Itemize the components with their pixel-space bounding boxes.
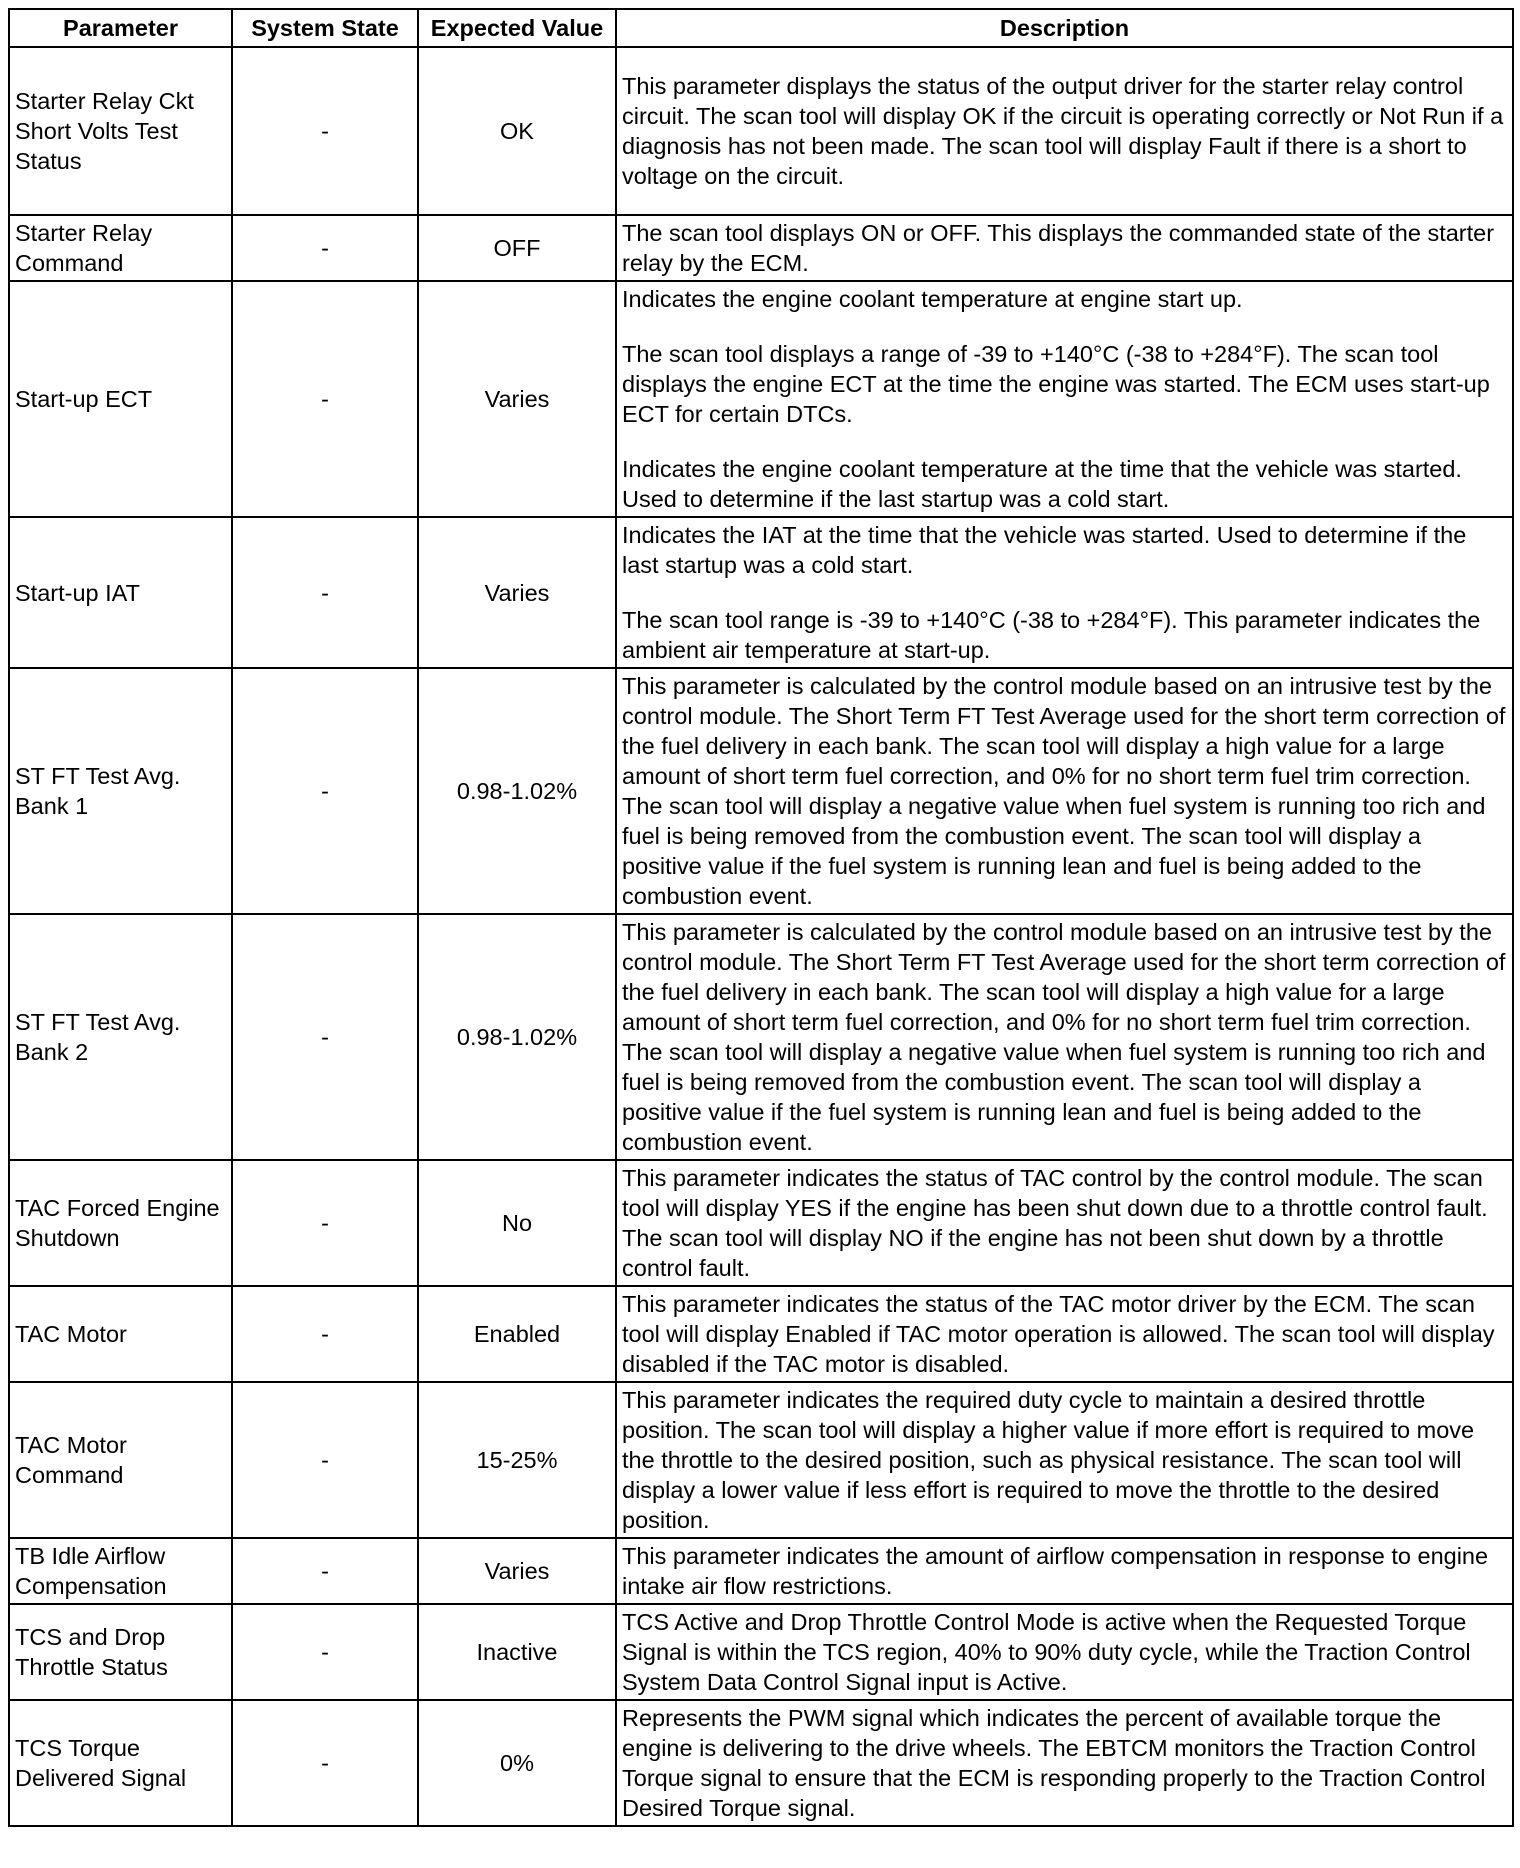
parameter-cell: ST FT Test Avg. Bank 1 <box>9 668 232 914</box>
expected-value-cell: 15-25% <box>418 1382 616 1538</box>
system-state-cell: - <box>232 281 418 517</box>
table-row <box>9 1538 1513 1604</box>
parameter-cell: TCS Torque Delivered Signal <box>9 1700 232 1826</box>
description-paragraph: Indicates the IAT at the time that the vehicle was started. Used to determine if the last startup was a cold start. <box>622 522 1467 578</box>
system-state-cell: - <box>232 1160 418 1286</box>
description-cell <box>616 281 1513 517</box>
system-state-cell: - <box>232 1538 418 1604</box>
description-cell <box>616 1382 1513 1538</box>
description-cell <box>616 668 1513 914</box>
description-paragraph: This parameter indicates the required duty cycle to maintain a desired throttle position. The scan tool will display a higher value if more effort is required to move the throttle to the desired position, such as physical resistance. The scan tool will display a lower value if less effort is required to move the throttle to the desired position. <box>622 1387 1475 1533</box>
table-row <box>9 1700 1513 1826</box>
parameter-cell: Starter Relay Command <box>9 215 232 281</box>
parameter-cell: Start-up IAT <box>9 517 232 668</box>
table-row <box>9 215 1513 281</box>
expected-value-cell: Varies <box>418 517 616 668</box>
description-paragraph: The scan tool displays ON or OFF. This displays the commanded state of the starter relay by the ECM. <box>622 220 1495 276</box>
table-header <box>9 9 1513 47</box>
expected-value-cell: No <box>418 1160 616 1286</box>
description-paragraph: This parameter indicates the status of the TAC motor driver by the ECM. The scan tool will display Enabled if TAC motor operation is allowed. The scan tool will display disabled if the TAC motor is disabled. <box>622 1291 1495 1377</box>
table-row <box>9 281 1513 517</box>
description-cell <box>616 47 1513 215</box>
expected-value-cell: 0.98-1.02% <box>418 914 616 1160</box>
system-state-cell: - <box>232 1286 418 1382</box>
table-row <box>9 517 1513 668</box>
parameter-cell: TAC Motor Command <box>9 1382 232 1538</box>
header-parameter: Parameter <box>9 9 232 47</box>
description-paragraph: This parameter indicates the amount of airflow compensation in response to engine intake air flow restrictions. <box>622 1543 1489 1599</box>
description-cell <box>616 914 1513 1160</box>
description-paragraph: Represents the PWM signal which indicates the percent of available torque the engine is delivering to the drive wheels. The EBTCM monitors the Traction Control Torque signal to ensure that the ECM is responding properly to the Traction Control Desired Torque signal. <box>622 1705 1486 1821</box>
table-row <box>9 914 1513 1160</box>
description-paragraph: Indicates the engine coolant temperature at engine start up. <box>622 286 1243 312</box>
description-paragraph: The scan tool displays a range of -39 to +140°C (-38 to +284°F). The scan tool displays the engine ECT at the time the engine was started. The ECM uses start-up ECT for certain DTCs. <box>622 341 1490 427</box>
description-paragraph: This parameter displays the status of the output driver for the starter relay control circuit. The scan tool will display OK if the circuit is operating correctly or Not Run if a diagnosis has not been made. The scan tool will display Fault if there is a short to voltage on the circuit. <box>622 73 1504 189</box>
description-cell <box>616 215 1513 281</box>
table-row <box>9 1604 1513 1700</box>
system-state-cell: - <box>232 517 418 668</box>
description-paragraph: Indicates the engine coolant temperature at the time that the vehicle was started. Used to determine if the last startup was a cold start. <box>622 456 1462 512</box>
description-cell <box>616 517 1513 668</box>
expected-value-cell: Varies <box>418 1538 616 1604</box>
description-cell <box>616 1604 1513 1700</box>
parameter-cell: ST FT Test Avg. Bank 2 <box>9 914 232 1160</box>
description-paragraph: The scan tool range is -39 to +140°C (-38 to +284°F). This parameter indicates the ambient air temperature at start-up. <box>622 607 1481 663</box>
expected-value-cell: Varies <box>418 281 616 517</box>
parameter-cell: Start-up ECT <box>9 281 232 517</box>
parameter-table <box>8 8 1514 1827</box>
parameter-cell: TB Idle Airflow Compensation <box>9 1538 232 1604</box>
header-system-state: System State <box>232 9 418 47</box>
parameter-cell: Starter Relay Ckt Short Volts Test Status <box>9 47 232 215</box>
table-body <box>9 47 1513 1826</box>
parameter-cell: TAC Forced Engine Shutdown <box>9 1160 232 1286</box>
table-row <box>9 1160 1513 1286</box>
expected-value-cell: 0.98-1.02% <box>418 668 616 914</box>
system-state-cell: - <box>232 914 418 1160</box>
expected-value-cell: OFF <box>418 215 616 281</box>
header-description: Description <box>616 9 1513 47</box>
table-row <box>9 1286 1513 1382</box>
header-expected-value: Expected Value <box>418 9 616 47</box>
system-state-cell: - <box>232 47 418 215</box>
header-row <box>9 9 1513 47</box>
parameter-cell: TCS and Drop Throttle Status <box>9 1604 232 1700</box>
table-row <box>9 1382 1513 1538</box>
expected-value-cell: 0% <box>418 1700 616 1826</box>
system-state-cell: - <box>232 1382 418 1538</box>
description-paragraph: TCS Active and Drop Throttle Control Mode is active when the Requested Torque Signal is within the TCS region, 40% to 90% duty cycle, while the Traction Control System Data Control Signal input is Active. <box>622 1609 1471 1695</box>
description-cell <box>616 1160 1513 1286</box>
description-cell <box>616 1538 1513 1604</box>
system-state-cell: - <box>232 215 418 281</box>
system-state-cell: - <box>232 1700 418 1826</box>
description-paragraph: This parameter indicates the status of TAC control by the control module. The scan tool will display YES if the engine has been shut down due to a throttle control fault. The scan tool will display NO if the engine has not been shut down by a throttle control fault. <box>622 1165 1488 1281</box>
expected-value-cell: Inactive <box>418 1604 616 1700</box>
table-row <box>9 668 1513 914</box>
expected-value-cell: Enabled <box>418 1286 616 1382</box>
description-cell <box>616 1286 1513 1382</box>
description-paragraph: This parameter is calculated by the control module based on an intrusive test by the control module. The Short Term FT Test Average used for the short term correction of the fuel delivery in each bank. The scan tool will display a high value for a large amount of short term fuel correction, and 0% for no short term fuel trim correction. The scan tool will display a negative value when fuel system is running too rich and fuel is being removed from the combustion event. The scan tool will display a positive value if the fuel system is running lean and fuel is being added to the combustion event. <box>622 673 1506 909</box>
system-state-cell: - <box>232 668 418 914</box>
description-paragraph: This parameter is calculated by the control module based on an intrusive test by the control module. The Short Term FT Test Average used for the short term correction of the fuel delivery in each bank. The scan tool will display a high value for a large amount of short term fuel correction, and 0% for no short term fuel trim correction. The scan tool will display a negative value when fuel system is running too rich and fuel is being removed from the combustion event. The scan tool will display a positive value if the fuel system is running lean and fuel is being added to the combustion event. <box>622 919 1506 1155</box>
system-state-cell: - <box>232 1604 418 1700</box>
expected-value-cell: OK <box>418 47 616 215</box>
description-cell <box>616 1700 1513 1826</box>
parameter-cell: TAC Motor <box>9 1286 232 1382</box>
table-row <box>9 47 1513 215</box>
